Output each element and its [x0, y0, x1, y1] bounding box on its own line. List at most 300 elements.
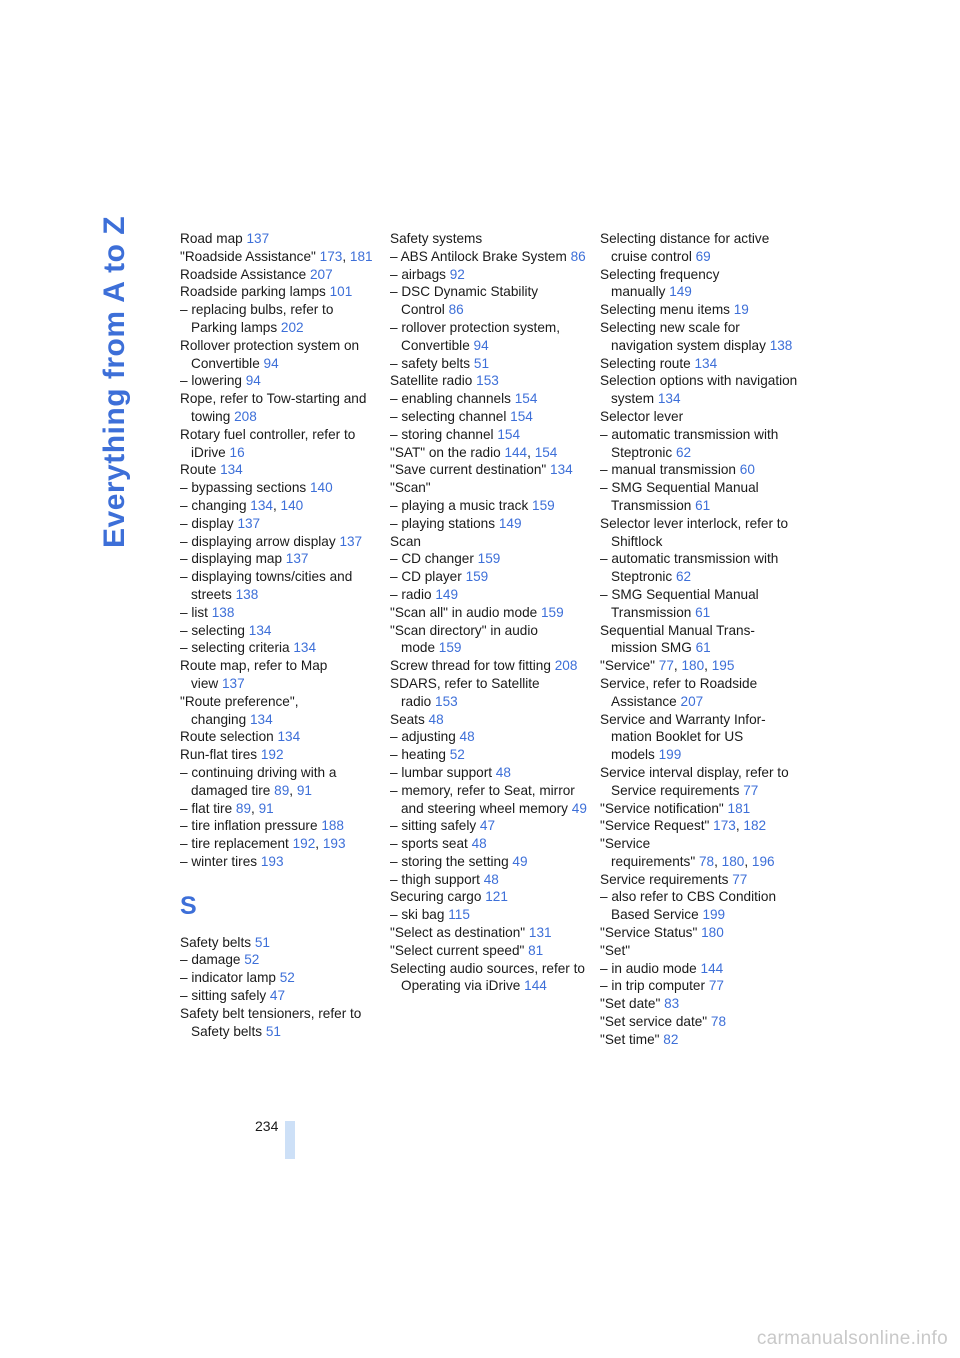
index-entry	[180, 853, 380, 871]
page-reference-link[interactable]: 78	[698, 853, 715, 869]
page-reference-link[interactable]: 61	[695, 497, 711, 513]
page-reference-link[interactable]: 77	[743, 782, 759, 798]
index-term: Selecting new scale for navigation system display	[600, 319, 766, 353]
index-term: "Scan"	[390, 480, 431, 496]
page-reference-link[interactable]: 81	[528, 942, 544, 958]
page-reference-link[interactable]: 137	[285, 551, 309, 567]
page-reference-link[interactable]: 144	[700, 960, 724, 976]
index-term: Service and Warranty Infor-mation Booklet for US models	[600, 711, 766, 763]
index-entry	[390, 550, 590, 568]
page-reference-link[interactable]: 138	[235, 586, 259, 602]
page-reference-link[interactable]: 134	[220, 462, 243, 478]
page-reference-link[interactable]: 182	[743, 818, 767, 834]
page-number: 234	[255, 1118, 279, 1134]
index-entry	[180, 951, 380, 969]
page-reference-link[interactable]: 62	[676, 444, 692, 460]
index-term: Rotary fuel controller, refer to iDrive	[180, 426, 356, 460]
index-term: – manual transmission	[600, 462, 736, 478]
page-reference-link[interactable]: 61	[695, 640, 711, 656]
index-entry	[600, 960, 800, 978]
index-entry	[390, 835, 590, 853]
index-entry	[600, 871, 800, 889]
index-term: Selecting distance for active cruise control	[600, 231, 770, 264]
page-reference-link[interactable]: 134	[249, 711, 273, 727]
index-term: Service interval display, refer to Service requirements	[600, 764, 789, 798]
index-entry	[390, 960, 590, 996]
index-entry: "Service requirements" 78, 180, 196	[600, 836, 775, 869]
index-term: – tire inflation pressure	[180, 818, 318, 834]
index-entry	[180, 622, 380, 640]
page-reference-link[interactable]: 137	[237, 515, 261, 531]
index-entry	[390, 853, 590, 871]
page-reference-link[interactable]: 62	[676, 569, 692, 585]
index-entry	[180, 461, 380, 479]
index-term: Run-flat tires	[180, 747, 258, 763]
index-term: Selector lever	[600, 408, 684, 424]
index-entry	[600, 426, 800, 462]
page-reference-link[interactable]: 138	[211, 604, 235, 620]
index-entry	[390, 888, 590, 906]
page-number-bar	[285, 1121, 295, 1159]
page-reference-link[interactable]: 47	[479, 818, 496, 834]
index-term: "Set date"	[600, 996, 661, 1012]
index-term: – SMG Sequential Manual Transmission	[600, 480, 759, 513]
page-reference-link[interactable]: 193	[260, 853, 284, 869]
page-reference-link[interactable]: 60	[739, 462, 755, 478]
page-reference-link[interactable]: 115	[448, 907, 470, 923]
index-entry	[390, 461, 590, 479]
page-reference-link[interactable]: 52	[244, 952, 260, 968]
index-entry	[390, 906, 590, 924]
index-term: Safety belts	[180, 934, 252, 950]
index-entry	[390, 266, 590, 284]
index-term: Selecting route	[600, 355, 691, 371]
index-entry	[600, 622, 800, 658]
index-term: – list	[180, 604, 208, 620]
page-reference-link[interactable]: 192	[292, 836, 316, 852]
page-reference-link[interactable]: 131	[528, 925, 552, 941]
page-reference-link[interactable]: 91	[296, 782, 312, 798]
index-entry	[600, 1013, 800, 1031]
page-reference-link[interactable]: 94	[263, 355, 279, 371]
index-term: – DSC Dynamic Stability Control	[390, 284, 539, 318]
index-term: – sports seat	[390, 836, 468, 852]
page-reference-link[interactable]: 181	[727, 800, 751, 816]
index-entry	[180, 746, 380, 764]
index-term: – winter tires	[180, 853, 258, 869]
index-term: Roadside Assistance	[180, 266, 307, 282]
index-term: Service, refer to Roadside Assistance	[600, 675, 758, 709]
index-term: "Roadside Assistance"	[180, 248, 316, 264]
index-term: Seats	[390, 711, 425, 727]
page-reference-link[interactable]: 61	[695, 604, 711, 620]
index-term: – playing a music track	[390, 497, 529, 513]
index-entry	[390, 479, 590, 497]
page-reference-link[interactable]: 144	[504, 444, 528, 460]
page-reference-link[interactable]: 208	[554, 658, 578, 674]
index-term: "Service Request"	[600, 818, 710, 834]
page-reference-link[interactable]: 121	[485, 889, 508, 905]
page-reference-link[interactable]: 134	[248, 622, 272, 638]
index-term: – flat tire	[180, 800, 233, 816]
watermark: carmanualsonline.info	[756, 1328, 948, 1349]
index-entry	[390, 924, 590, 942]
page-reference-link[interactable]: 180	[721, 853, 745, 869]
index-term: Satellite radio	[390, 373, 473, 389]
index-term: Selecting menu items	[600, 302, 730, 318]
index-column-2	[390, 230, 590, 995]
index-term: "SAT" on the radio	[390, 444, 501, 460]
index-term: – safety belts	[390, 355, 471, 371]
index-column-3	[600, 230, 800, 1049]
page-reference-link[interactable]: 207	[680, 693, 704, 709]
index-entry	[390, 533, 590, 551]
page-reference-link[interactable]: 89	[235, 800, 252, 816]
index-entry	[390, 711, 590, 729]
page-reference-link[interactable]: 16	[229, 444, 245, 460]
index-entry	[390, 675, 590, 711]
page-reference-link[interactable]: 149	[498, 515, 522, 531]
page-reference-link[interactable]: 199	[658, 747, 682, 763]
index-entry	[600, 711, 800, 764]
page-reference-link[interactable]: 154	[514, 391, 538, 407]
index-entry	[600, 408, 800, 426]
index-entry	[600, 924, 800, 942]
index-entry	[390, 390, 590, 408]
index-term: "Scan directory" in audio mode	[390, 622, 538, 656]
index-entry	[600, 800, 800, 818]
page-reference-link[interactable]: 51	[254, 934, 270, 950]
index-term: Route	[180, 462, 217, 478]
index-term: "Set service date"	[600, 1014, 708, 1030]
index-entry	[600, 372, 800, 408]
page-reference-link[interactable]: 92	[449, 266, 465, 282]
index-entry: – flat tire 89, 91	[180, 800, 274, 816]
index-entry	[390, 408, 590, 426]
page-reference-link[interactable]: 199	[702, 907, 726, 923]
index-term: – radio	[390, 586, 432, 602]
index-term: Screw thread for tow fitting	[390, 658, 551, 674]
page-reference-link[interactable]: 137	[339, 533, 363, 549]
page-reference-link[interactable]: 134	[250, 497, 273, 513]
page-reference-link[interactable]: 159	[532, 497, 555, 513]
index-term: – displaying towns/cities and streets	[180, 569, 353, 602]
index-entry: – continuing driving with a damaged tire 89, 91	[180, 764, 337, 798]
page-reference-link[interactable]: 138	[769, 337, 793, 353]
page-reference-link[interactable]: 101	[329, 284, 353, 300]
page-reference-link[interactable]: 83	[664, 996, 680, 1012]
page-reference-link[interactable]: 48	[428, 711, 444, 727]
page-reference-link[interactable]: 19	[733, 302, 749, 318]
index-entry	[180, 515, 380, 533]
index-term: Route selection	[180, 729, 274, 745]
page-reference-link[interactable]: 180	[681, 658, 705, 674]
index-entry	[600, 515, 800, 551]
index-term: Route map, refer to Map view	[180, 658, 328, 691]
index-entry	[180, 728, 380, 746]
index-term: "Service"	[600, 658, 655, 674]
index-entry	[390, 728, 590, 746]
page-reference-link[interactable]: 52	[449, 747, 465, 763]
page-reference-link[interactable]: 159	[540, 604, 564, 620]
index-entry	[600, 461, 800, 479]
page-reference-link[interactable]: 134	[657, 391, 681, 407]
index-term: – automatic transmission with Steptronic	[600, 426, 779, 460]
index-entry	[390, 604, 590, 622]
page-reference-link[interactable]: 52	[279, 970, 295, 986]
index-term: "Select as destination"	[390, 925, 526, 941]
index-entry	[180, 283, 380, 301]
index-term: Securing cargo	[390, 889, 482, 905]
page-reference-link[interactable]: 208	[234, 408, 257, 424]
page-reference-link[interactable]: 134	[694, 355, 718, 371]
index-term: – display	[180, 515, 234, 531]
index-entry	[180, 604, 380, 622]
index-entry	[600, 319, 800, 355]
index-entry	[390, 942, 590, 960]
page-reference-link[interactable]: 94	[245, 373, 261, 389]
index-entry: "Service Request" 173, 182	[600, 818, 767, 834]
index-entry	[180, 550, 380, 568]
index-term: – CD changer	[390, 551, 474, 567]
index-term: – CD player	[390, 569, 462, 585]
index-term: – airbags	[390, 266, 446, 282]
index-entry	[390, 515, 590, 533]
page-reference-link[interactable]: 48	[459, 729, 475, 745]
index-term: – in trip computer	[600, 978, 706, 994]
index-term: – selecting criteria	[180, 640, 290, 656]
page-reference-link[interactable]: 77	[708, 978, 724, 994]
index-entry	[180, 230, 380, 248]
index-entry	[600, 977, 800, 995]
index-entry	[180, 693, 380, 729]
page-reference-link[interactable]: 173	[319, 248, 343, 264]
page-reference-link[interactable]: 192	[260, 747, 284, 763]
page-reference-link[interactable]: 173	[713, 818, 736, 834]
index-entry	[600, 355, 800, 373]
index-term: Scan	[390, 533, 421, 549]
index-entry	[600, 995, 800, 1013]
index-entry	[390, 657, 590, 675]
page-reference-link[interactable]: 47	[269, 988, 286, 1004]
index-entry	[600, 550, 800, 586]
index-term: – continuing driving with a damaged tire	[180, 764, 337, 798]
page-reference-link[interactable]: 91	[258, 800, 274, 816]
index-term: – also refer to CBS Condition Based Service	[600, 889, 777, 923]
index-term: – adjusting	[390, 729, 456, 745]
index-entry	[390, 283, 590, 319]
index-entry	[600, 764, 800, 800]
index-entry	[180, 934, 380, 952]
index-term: Rope, refer to Tow-starting and towing	[180, 391, 367, 424]
index-entry	[390, 782, 590, 818]
page-reference-link[interactable]: 207	[309, 266, 333, 282]
index-term: Selecting frequency manually	[600, 266, 720, 300]
index-term: "Set"	[600, 942, 631, 958]
index-term: – heating	[390, 747, 446, 763]
page-reference-link[interactable]: 77	[732, 871, 748, 887]
index-entry	[180, 1005, 380, 1041]
index-entry: – changing 134, 140	[180, 497, 304, 513]
page-reference-link[interactable]: 86	[570, 248, 586, 264]
index-term: "Service requirements"	[600, 836, 696, 869]
section-title: Everything from A to Z	[98, 215, 131, 548]
index-entry	[390, 355, 590, 373]
index-entry	[390, 586, 590, 604]
index-term: "Set time"	[600, 1031, 660, 1047]
index-entry: – tire replacement 192, 193	[180, 836, 346, 852]
index-term: – in audio mode	[600, 960, 697, 976]
index-entry: "SAT" on the radio 144, 154	[390, 444, 558, 460]
index-term: "Service Status"	[600, 925, 698, 941]
page-reference-link[interactable]: 78	[710, 1014, 727, 1030]
index-entry	[180, 266, 380, 284]
index-term: – storing the setting	[390, 853, 509, 869]
page-reference-link[interactable]: 48	[495, 764, 511, 780]
page-reference-link[interactable]: 159	[477, 551, 501, 567]
index-entry	[600, 1031, 800, 1049]
index-term: "Route preference", changing	[180, 693, 299, 727]
page-reference-link[interactable]: 86	[448, 302, 464, 318]
page-reference-link[interactable]: 193	[322, 836, 346, 852]
page-reference-link[interactable]: 49	[512, 853, 528, 869]
page-reference-link[interactable]: 51	[473, 355, 490, 371]
index-term: Sequential Manual Trans-mission SMG	[600, 622, 755, 656]
index-entry	[180, 390, 380, 426]
page-reference-link[interactable]: 188	[321, 818, 344, 834]
index-entry	[600, 675, 800, 711]
index-term: "Select current speed"	[390, 942, 525, 958]
page-reference-link[interactable]: 181	[349, 248, 373, 264]
page-reference-link[interactable]: 196	[751, 853, 775, 869]
page-reference-link[interactable]: 154	[534, 444, 558, 460]
page-reference-link[interactable]: 134	[293, 640, 317, 656]
page-reference-link[interactable]: 180	[701, 925, 724, 941]
index-entry	[600, 230, 800, 266]
index-term: – damage	[180, 952, 241, 968]
index-term: Selection options with navigation system	[600, 373, 798, 407]
page-reference-link[interactable]: 94	[473, 337, 489, 353]
page-reference-link[interactable]: 140	[280, 497, 304, 513]
page-reference-link[interactable]: 134	[550, 462, 573, 478]
index-term: "Scan all" in audio mode	[390, 604, 538, 620]
index-entry	[390, 817, 590, 835]
page-reference-link[interactable]: 48	[483, 871, 499, 887]
index-column-1	[180, 230, 380, 1040]
index-entry	[390, 764, 590, 782]
index-term: – selecting channel	[390, 408, 507, 424]
index-entry	[600, 586, 800, 622]
index-term: – indicator lamp	[180, 970, 276, 986]
index-term: – playing stations	[390, 515, 496, 531]
page-reference-link[interactable]: 154	[497, 426, 521, 442]
index-term: Selector lever interlock, refer to Shiftlock	[600, 515, 789, 549]
index-term: – ABS Antilock Brake System	[390, 248, 567, 264]
index-term: – replacing bulbs, refer to Parking lamps	[180, 302, 334, 335]
index-term: – displaying map	[180, 551, 283, 567]
index-term: Service requirements	[600, 871, 729, 887]
index-term: Safety systems	[390, 231, 483, 246]
page-reference-link[interactable]: 149	[669, 284, 692, 300]
page-reference-link[interactable]: 49	[571, 800, 587, 816]
index-entry	[600, 942, 800, 960]
page-reference-link[interactable]: 137	[246, 231, 270, 246]
index-term: Road map	[180, 231, 243, 246]
index-term: – ski bag	[390, 907, 445, 923]
index-term: Safety belt tensioners, refer to Safety belts	[180, 1005, 362, 1039]
index-entry	[390, 871, 590, 889]
index-entry	[180, 479, 380, 497]
page-reference-link[interactable]: 82	[663, 1031, 679, 1047]
index-term: – sitting safely	[390, 818, 477, 834]
index-entry	[180, 657, 380, 693]
index-entry	[180, 426, 380, 462]
index-term: – lumbar support	[390, 764, 493, 780]
page-reference-link[interactable]: 137	[221, 675, 245, 691]
index-term: – storing channel	[390, 426, 494, 442]
index-term: – thigh support	[390, 871, 480, 887]
page-reference-link[interactable]: 144	[524, 978, 547, 994]
index-entry	[390, 426, 590, 444]
index-term: Rollover protection system on Convertible	[180, 337, 360, 371]
index-term: – rollover protection system, Convertible	[390, 319, 560, 353]
index-entry	[180, 817, 380, 835]
index-term: Roadside parking lamps	[180, 284, 326, 300]
page-reference-link[interactable]: 202	[280, 319, 304, 335]
index-term: – changing	[180, 497, 247, 513]
index-entry	[180, 337, 380, 373]
page-reference-link[interactable]: 159	[438, 640, 462, 656]
page-reference-link[interactable]: 153	[476, 373, 499, 389]
index-entry	[390, 746, 590, 764]
index-term: – displaying arrow display	[180, 533, 336, 549]
index-entry	[180, 568, 380, 604]
index-entry	[390, 497, 590, 515]
index-term: – tire replacement	[180, 836, 289, 852]
page-reference-link[interactable]: 51	[265, 1023, 281, 1039]
index-entry	[600, 479, 800, 515]
page-reference-link[interactable]: 77	[658, 658, 674, 674]
page-reference-link[interactable]: 69	[695, 248, 711, 264]
page-reference-link[interactable]: 89	[274, 782, 290, 798]
index-term: – selecting	[180, 622, 245, 638]
index-entry	[180, 987, 380, 1005]
page-reference-link[interactable]: 140	[309, 480, 333, 496]
index-term: SDARS, refer to Satellite radio	[390, 675, 540, 709]
page-reference-link[interactable]: 154	[510, 408, 533, 424]
page-reference-link[interactable]: 159	[465, 569, 489, 585]
index-term: – enabling channels	[390, 391, 511, 407]
index-term: – automatic transmission with Steptronic	[600, 551, 779, 585]
index-term: "Save current destination"	[390, 462, 547, 478]
index-entry	[390, 622, 590, 658]
index-entry	[180, 301, 380, 337]
page-reference-link[interactable]: 48	[471, 836, 487, 852]
index-entry	[390, 372, 590, 390]
index-entry	[180, 969, 380, 987]
page-reference-link[interactable]: 153	[435, 693, 458, 709]
index-entry	[390, 568, 590, 586]
index-term: "Service notification"	[600, 800, 724, 816]
index-term: – lowering	[180, 373, 242, 389]
page-reference-link[interactable]: 149	[435, 586, 459, 602]
page-reference-link[interactable]: 195	[711, 658, 735, 674]
index-term: – SMG Sequential Manual Transmission	[600, 586, 759, 620]
index-entry: "Roadside Assistance" 173, 181	[180, 248, 373, 264]
page-reference-link[interactable]: 134	[277, 729, 301, 745]
index-entry	[600, 301, 800, 319]
index-entry	[180, 639, 380, 657]
